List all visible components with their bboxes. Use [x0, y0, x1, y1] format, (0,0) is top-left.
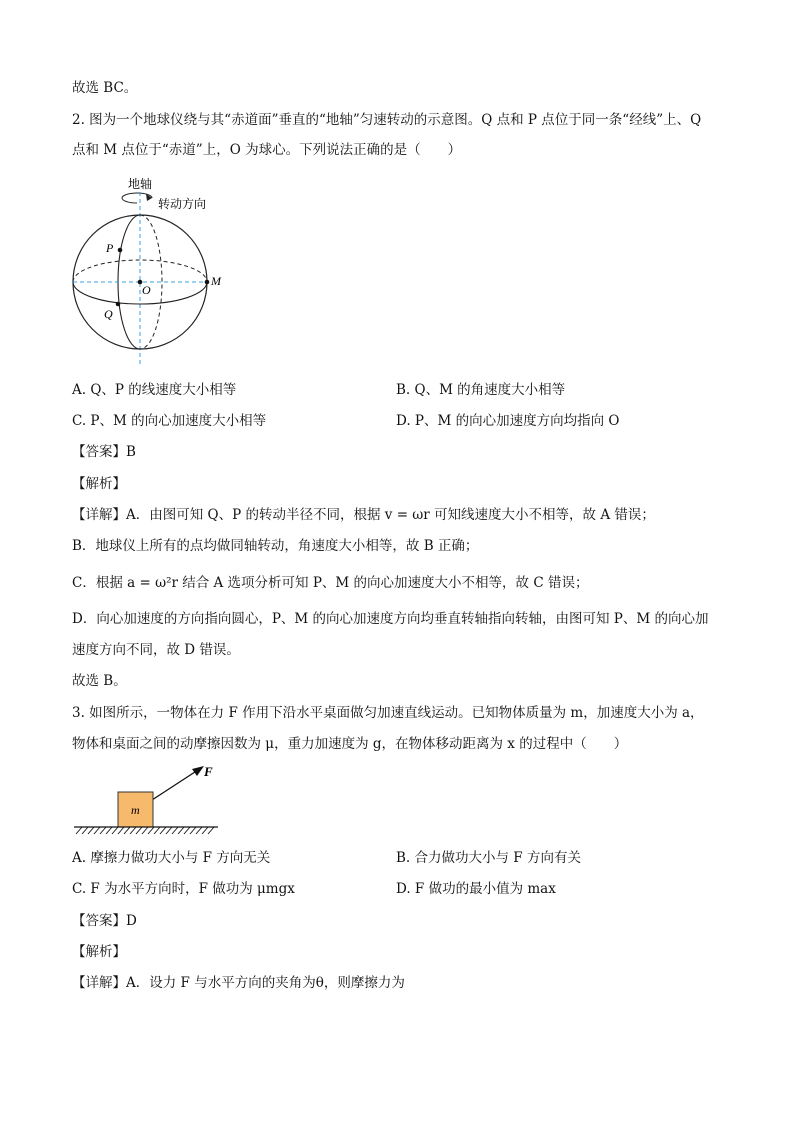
q2-detail-b: B．地球仪上所有的点均做同轴转动，角速度大小相等，故 B 正确；	[72, 538, 479, 554]
q3-detail-a-line	[72, 974, 405, 992]
q3-analysis-tag: 【解析】	[72, 944, 126, 960]
label-q: Q	[104, 307, 113, 321]
q3-detail-a: A．设力 F 与水平方向的夹角为θ，则摩擦力为	[126, 975, 405, 991]
label-p: P	[106, 241, 114, 255]
force-arrow-line	[152, 770, 198, 800]
q2-detail-tag: 【详解】	[72, 507, 126, 523]
q2-detail-a: A．由图可知 Q、P 的转动半径不同，根据 v = ωr 可知线速度大小不相等，故 A 错误；	[126, 507, 655, 523]
q2-stem-line1: 2. 图为一个地球仪绕与其“赤道面”垂直的“地轴”匀速转动的示意图。Q 点和 P 点位于同一条“经线”上、Q	[72, 112, 702, 128]
q2-answer-line	[72, 443, 136, 461]
q2-stem-line2: 点和 M 点位于“赤道”上，O 为球心。下列说法正确的是（ ）	[72, 142, 462, 158]
q3-option-c: C. F 为水平方向时，F 做功为 μmgx	[72, 881, 295, 897]
q3-answer-line	[72, 912, 137, 930]
q2-option-c: C. P、M 的向心加速度大小相等	[72, 413, 267, 429]
block-label: m	[131, 803, 140, 817]
q2-option-d: D. P、M 的向心加速度方向均指向 O	[396, 413, 620, 429]
rotation-label: 转动方向	[158, 197, 207, 211]
force-arrowhead-icon	[192, 766, 204, 776]
q2-option-b: B. Q、M 的角速度大小相等	[396, 382, 566, 398]
q2-option-a: A. Q、P 的线速度大小相等	[72, 382, 237, 398]
q2-detail-d1: D．向心加速度的方向指向圆心，P、M 的向心加速度方向均垂直转轴指向转轴，由图可知 P、M 的向心加	[72, 611, 709, 627]
q2-answer-tag: 【答案】	[72, 444, 126, 460]
label-o: O	[142, 283, 151, 297]
force-label: F	[204, 764, 213, 779]
q3-detail-tag: 【详解】	[72, 975, 126, 991]
prev-conclusion: 故选 BC。	[72, 80, 138, 96]
q3-option-d: D. F 做功的最小值为 max	[396, 881, 556, 897]
q3-answer-tag: 【答案】	[72, 913, 126, 929]
q3-stem-line2: 物体和桌面之间的动摩擦因数为 μ，重力加速度为 g，在物体移动距离为 x 的过程中（ ）	[72, 736, 628, 752]
block-force-diagram	[70, 760, 230, 840]
q3-stem-line1: 3. 如图所示，一物体在力 F 作用下沿水平桌面做匀加速直线运动。已知物体质量为 m，加速度大小为 a，	[72, 705, 704, 721]
q3-option-b: B. 合力做功大小与 F 方向有关	[396, 850, 581, 866]
ground-hatching	[76, 827, 214, 834]
q2-detail-d2: 速度方向不同，故 D 错误。	[72, 642, 240, 658]
point-p-dot	[118, 248, 123, 253]
point-m-dot	[205, 280, 210, 285]
q2-answer: B	[126, 444, 136, 460]
q2-conclusion: 故选 B。	[72, 673, 127, 689]
q3-answer: D	[126, 913, 137, 929]
axis-label: 地轴	[128, 177, 153, 191]
q2-analysis-tag: 【解析】	[72, 476, 126, 492]
q3-option-a: A. 摩擦力做功大小与 F 方向无关	[72, 850, 271, 866]
label-m: M	[211, 274, 221, 288]
q2-detail-c: C．根据 a = ω²r 结合 A 选项分析可知 P、M 的向心加速度大小不相等，故 C 错误；	[72, 575, 589, 591]
point-q-dot	[116, 302, 121, 307]
globe-diagram	[60, 170, 240, 370]
q2-detail-a-line	[72, 506, 655, 524]
